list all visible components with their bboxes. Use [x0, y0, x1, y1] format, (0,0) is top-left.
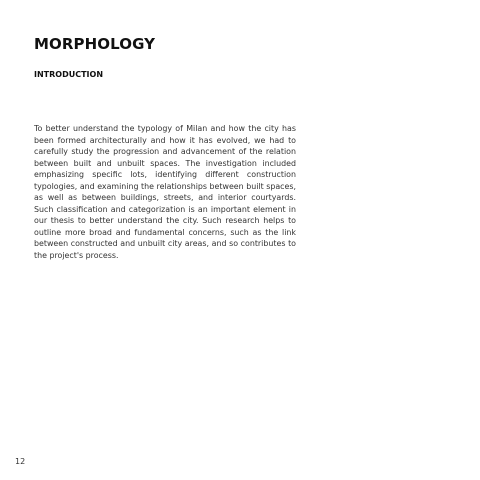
page-title: MORPHOLOGY [34, 35, 156, 53]
section-heading: INTRODUCTION [34, 70, 104, 79]
body-paragraph: To better understand the typology of Milan and how the city has been formed architecturally and how it has evolved, we had to carefully study the progression and advancement of the relation between built and unbuilt spaces. The investigation included emphasizing specific lots, identifying different construction typologies, and examining the relationships between built spaces, as well as between buildings, streets, and interior courtyards. Such classification and categorization is an important element in our thesis to better understand the city. Such research helps to outline more broad and fundamental concerns, such as the link between constructed and unbuilt city areas, and so contributes to the project's process. [34, 124, 296, 260]
page-number: 12 [15, 457, 26, 466]
